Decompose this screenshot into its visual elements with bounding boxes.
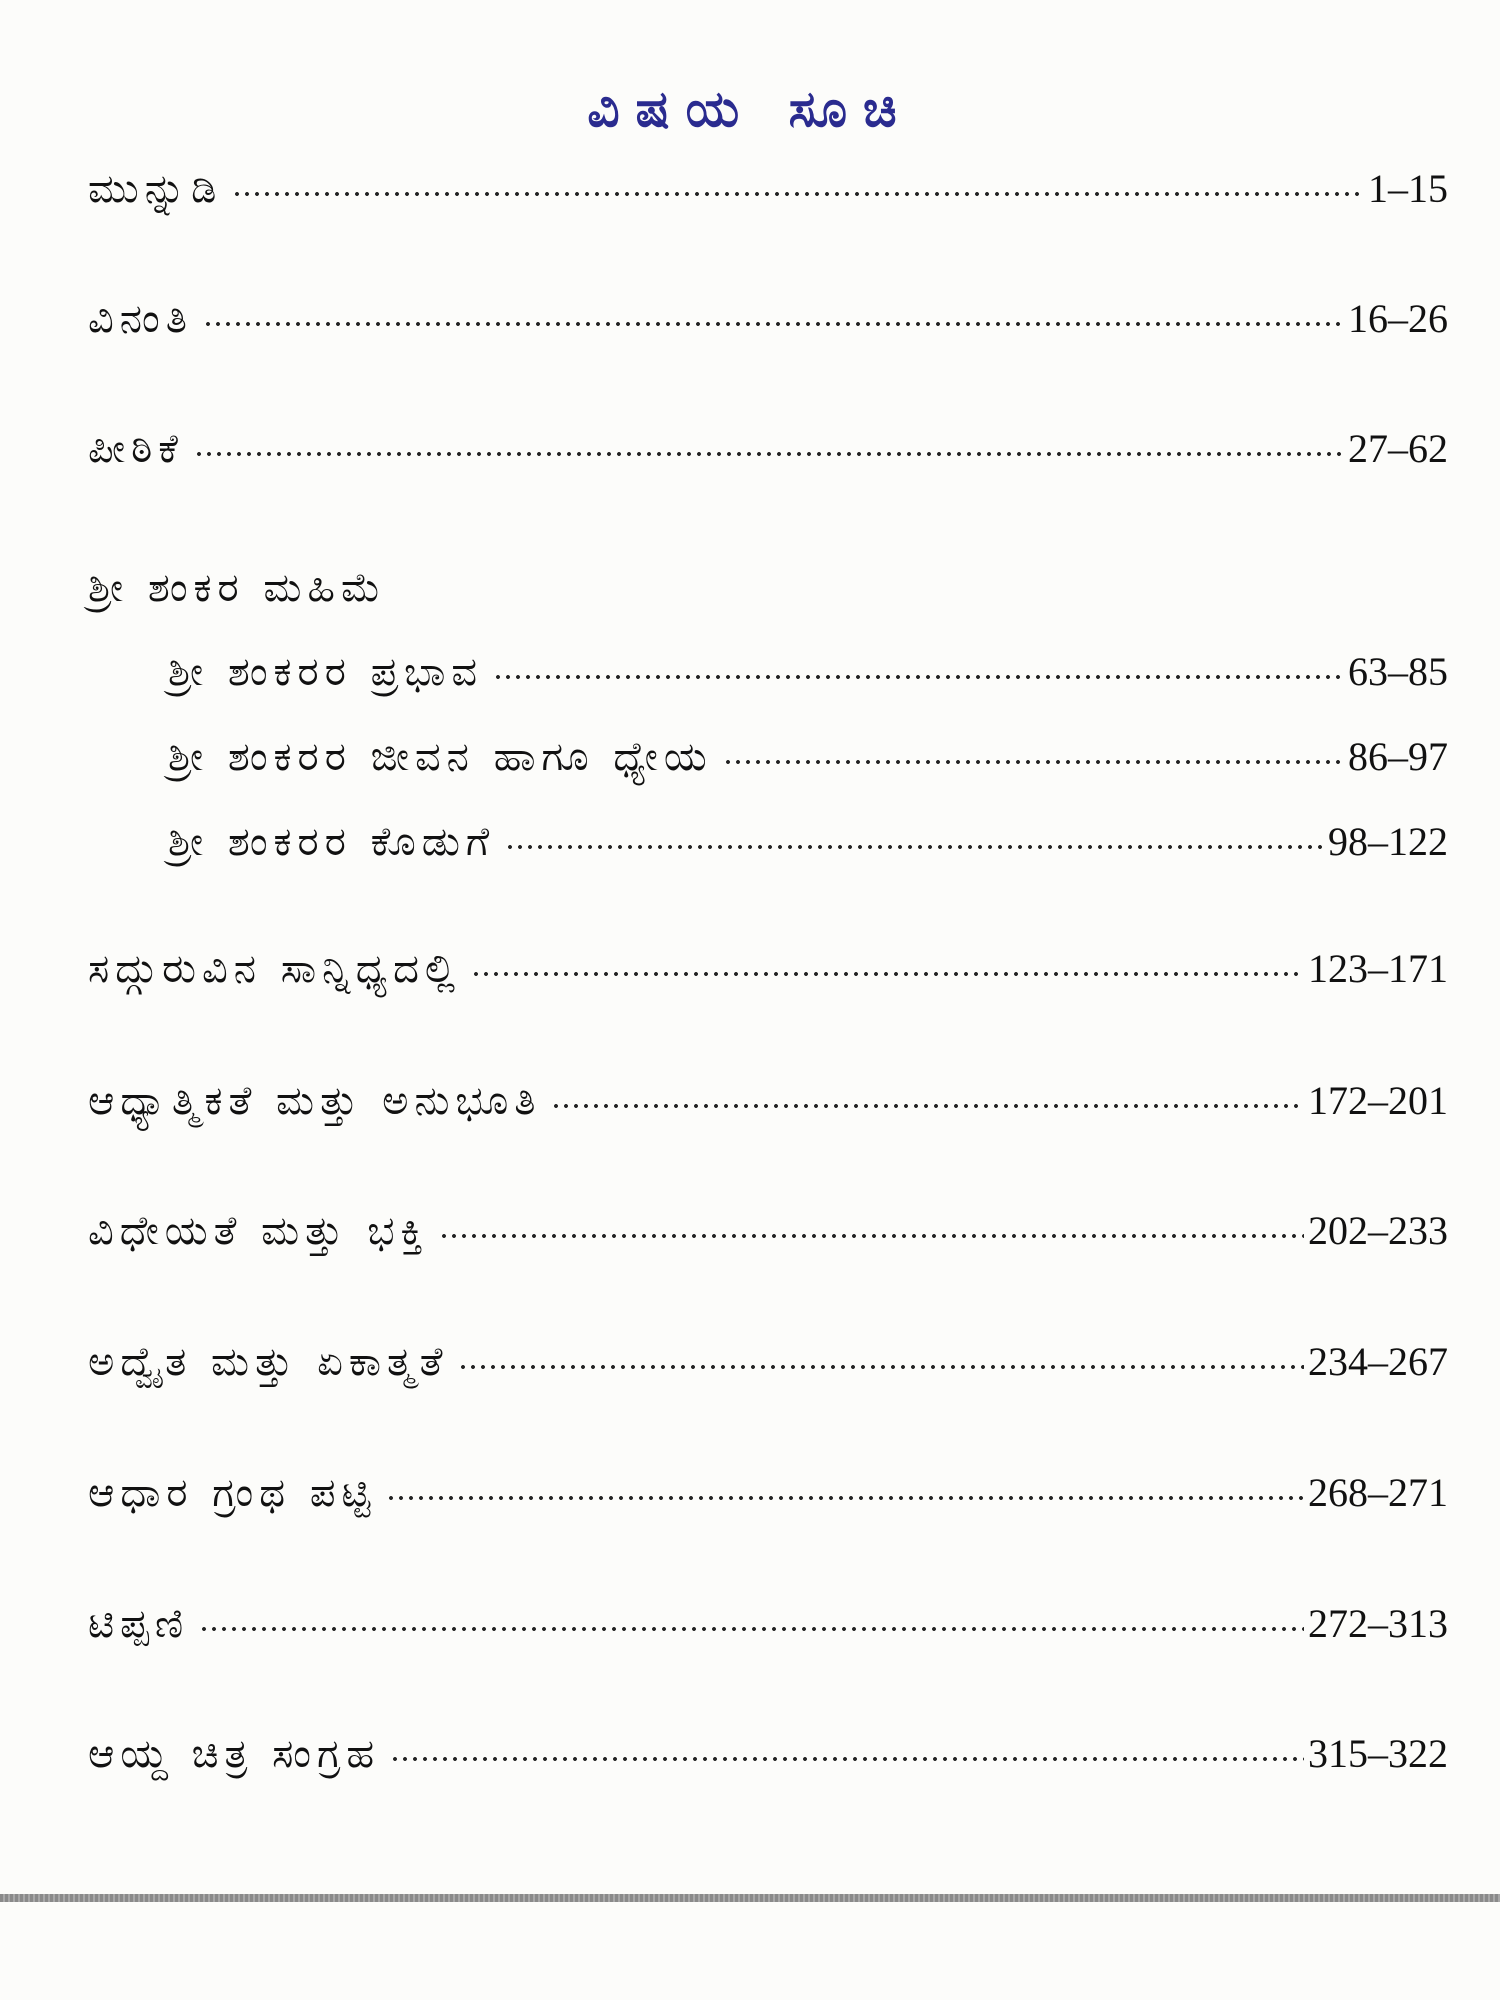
toc-entry bbox=[88, 165, 1448, 235]
toc-subentry bbox=[168, 818, 1448, 888]
dot-leader bbox=[471, 972, 1304, 976]
toc-entry-title: ಆಯ್ದ ಚಿತ್ರ ಸಂಗ್ರಹ bbox=[88, 1731, 381, 1777]
toc-entry-title: ಟಿಪ್ಪಣಿ bbox=[88, 1601, 190, 1647]
dot-leader bbox=[390, 1757, 1304, 1761]
toc-entry-title: ಶ್ರೀ ಶಂಕರರ ಪ್ರಭಾವ bbox=[168, 649, 484, 695]
section-heading: ಶ್ರೀ ಶಂಕರ ಮಹಿಮೆ bbox=[88, 565, 387, 611]
dot-leader bbox=[439, 1234, 1304, 1238]
toc-entry-title: ಅದ್ವೈತ ಮತ್ತು ಏಕಾತ್ಮತೆ bbox=[88, 1339, 449, 1385]
toc-entry-title: ಆಧಾರ ಗ್ರಂಥ ಪಟ್ಟಿ bbox=[88, 1470, 377, 1516]
toc-entry-title: ವಿಧೇಯತೆ ಮತ್ತು ಭಕ್ತಿ bbox=[88, 1208, 429, 1254]
toc-entry-title: ಶ್ರೀ ಶಂಕರರ ಕೊಡುಗೆ bbox=[168, 819, 496, 865]
toc-entry-title: ಆಧ್ಯಾತ್ಮಿಕತೆ ಮತ್ತು ಅನುಭೂತಿ bbox=[88, 1078, 542, 1124]
toc-entry-pages: 268–271 bbox=[1308, 1470, 1448, 1515]
dot-leader bbox=[232, 192, 1364, 196]
toc-entry-pages: 1–15 bbox=[1368, 166, 1448, 211]
toc-entry bbox=[88, 295, 1448, 365]
toc-entry bbox=[88, 1469, 1448, 1539]
dot-leader bbox=[458, 1365, 1304, 1369]
dot-leader bbox=[386, 1496, 1304, 1500]
toc-entry bbox=[88, 945, 1448, 1015]
toc-entry-pages: 16–26 bbox=[1348, 296, 1448, 341]
toc-entry-pages: 272–313 bbox=[1308, 1601, 1448, 1646]
dot-leader bbox=[505, 845, 1324, 849]
toc-entry bbox=[88, 1338, 1448, 1408]
toc-entry bbox=[88, 425, 1448, 495]
toc-entry-pages: 63–85 bbox=[1348, 649, 1448, 694]
toc-entry bbox=[88, 1207, 1448, 1277]
toc-entry-pages: 86–97 bbox=[1348, 734, 1448, 779]
toc-entry-title: ಪೀಠಿಕೆ bbox=[88, 426, 184, 472]
toc-entry bbox=[88, 1730, 1448, 1800]
toc-entry-title: ವಿನಂತಿ bbox=[88, 296, 193, 342]
dot-leader bbox=[194, 452, 1344, 456]
toc-entry-pages: 315–322 bbox=[1308, 1731, 1448, 1776]
dot-leader bbox=[551, 1104, 1304, 1108]
toc-entry bbox=[88, 1077, 1448, 1147]
toc-entry-title: ಸದ್ಗುರುವಿನ ಸಾನ್ನಿಧ್ಯದಲ್ಲಿ bbox=[88, 946, 462, 992]
toc-entry-pages: 172–201 bbox=[1308, 1078, 1448, 1123]
dot-leader bbox=[723, 760, 1344, 764]
toc-entry-pages: 27–62 bbox=[1348, 426, 1448, 471]
dot-leader bbox=[203, 322, 1344, 326]
toc-subentry bbox=[168, 648, 1448, 718]
toc-entry-title: ಶ್ರೀ ಶಂಕರರ ಜೀವನ ಹಾಗೂ ಧ್ಯೇಯ bbox=[168, 734, 713, 780]
toc-entry-pages: 123–171 bbox=[1308, 946, 1448, 991]
toc-entry-title: ಮುನ್ನುಡಿ bbox=[88, 166, 223, 212]
toc-entry-pages: 202–233 bbox=[1308, 1208, 1448, 1253]
bottom-rule bbox=[0, 1894, 1500, 1902]
toc-entry-pages: 234–267 bbox=[1308, 1339, 1448, 1384]
toc-entry bbox=[88, 1600, 1448, 1670]
toc-subentry bbox=[168, 733, 1448, 803]
dot-leader bbox=[199, 1627, 1304, 1631]
toc-entry-pages: 98–122 bbox=[1328, 819, 1448, 864]
page-title: ವಿಷಯ ಸೂಚಿ bbox=[587, 80, 913, 138]
dot-leader bbox=[493, 675, 1344, 679]
